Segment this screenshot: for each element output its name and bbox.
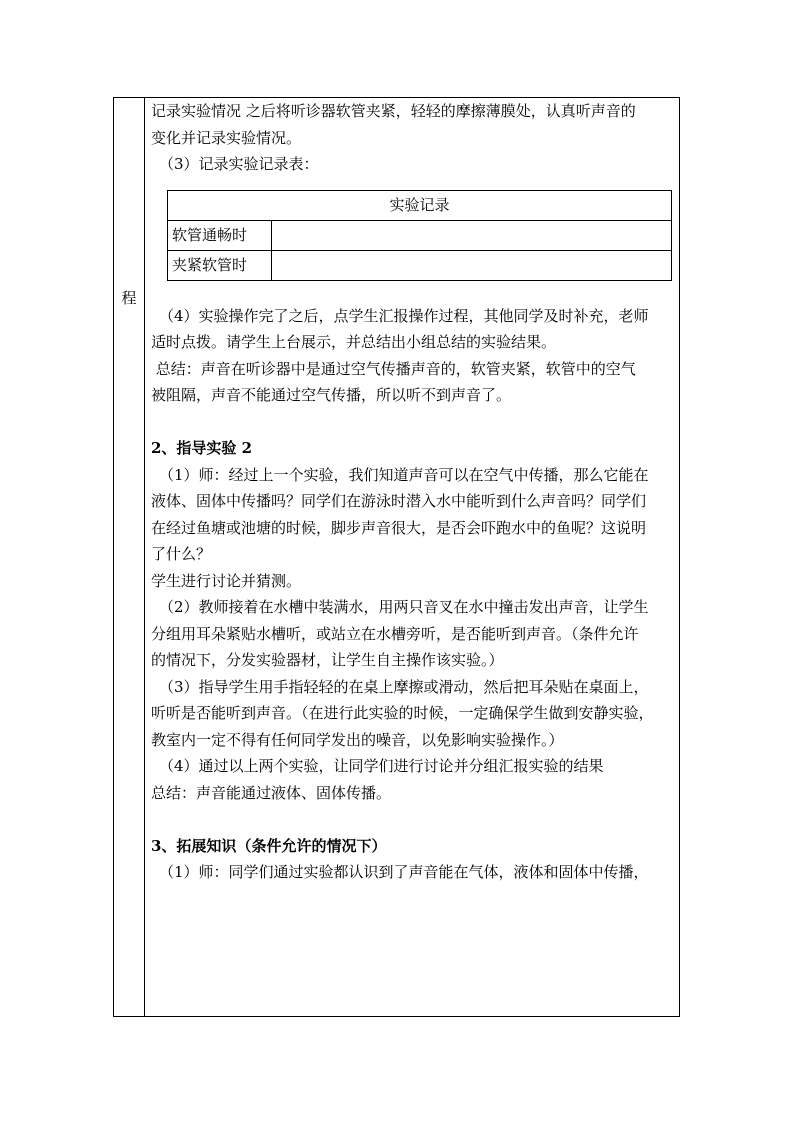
record-table-header: 实验记录 [168,190,672,220]
text-line: （4）通过以上两个实验，让同学们进行讨论并分组汇报实验的结果 [159,757,604,775]
text-line: 了什么？ [151,545,212,563]
blank-line [151,409,675,436]
section-heading-3: 3、拓展知识（条件允许的情况下） [151,836,387,855]
text-line: 被阻隔，声音不能通过空气传播，所以听不到声音了。 [151,386,512,404]
text-line: 液体、固体中传播吗？同学们在游泳时潜入水中能听到什么声音吗？同学们 [151,492,647,510]
text-line: 分组用耳朵紧贴水槽听，或站立在水槽旁听，是否能听到声音。（条件允许 [151,624,639,643]
text-line: 听听是否能听到声音。（在进行此实验的时候，一定确保学生做到安静实验， [151,704,654,722]
record-table-header-row [168,190,672,220]
section-heading-2: 2、指导实验 2 [151,439,253,457]
text-line: （4）实验操作完了之后，点学生汇报操作过程，其他同学及时补充，老师 [159,306,649,325]
step-3-line: （3）记录实验记录表： [159,155,319,173]
lesson-table [113,97,680,1017]
blank-line [151,806,675,833]
row-value-clamped [272,250,672,280]
text-line: 记录实验情况 之后将听诊器软管夹紧，轻轻的摩擦薄膜处，认真听声音的 [151,102,636,120]
left-column [114,98,145,1016]
record-table [167,190,672,281]
process-label: 程 [121,289,137,307]
table-row [168,220,672,250]
table-row [168,250,672,280]
summary-line: 总结：声音在听诊器中是通过空气传播声音的，软管夹紧，软管中的空气 [151,359,636,378]
text-line: 的情况下，分发实验器材，让学生自主操作该实验。） [151,651,504,669]
content-cell [151,98,675,886]
text-line: （1）师：同学们通过实验都认识到了声音能在气体，液体和固体中传播， [159,863,649,881]
text-line: 适时点拨。请学生上台展示，并总结出小组总结的实验结果。 [151,333,557,351]
text-line: 在经过鱼塘或池塘的时候，脚步声音很大，是否会吓跑水中的鱼呢？这说明 [151,518,647,537]
text-line: （3）指导学生用手指轻轻的在桌上摩擦或滑动，然后把耳朵贴在桌面上， [159,677,649,696]
text-line: 教室内一定不得有任何同学发出的噪音，以免影响实验操作。） [151,730,564,749]
text-line: 变化并记录实验情况。 [151,128,302,147]
text-line: 学生进行讨论并猜测。 [151,571,302,590]
row-label-clamped: 夹紧软管时 [168,250,272,280]
text-line: （2）教师接着在水槽中装满水，用两只音叉在水中撞击发出声音，让学生 [159,598,649,616]
text-line: （1）师：经过上一个实验，我们知道声音可以在空气中传播，那么它能在 [159,465,649,484]
row-label-unobstructed: 软管通畅时 [168,220,272,250]
summary-line: 总结：声音能通过液体、固体传播。 [151,783,392,802]
row-value-unobstructed [272,220,672,250]
